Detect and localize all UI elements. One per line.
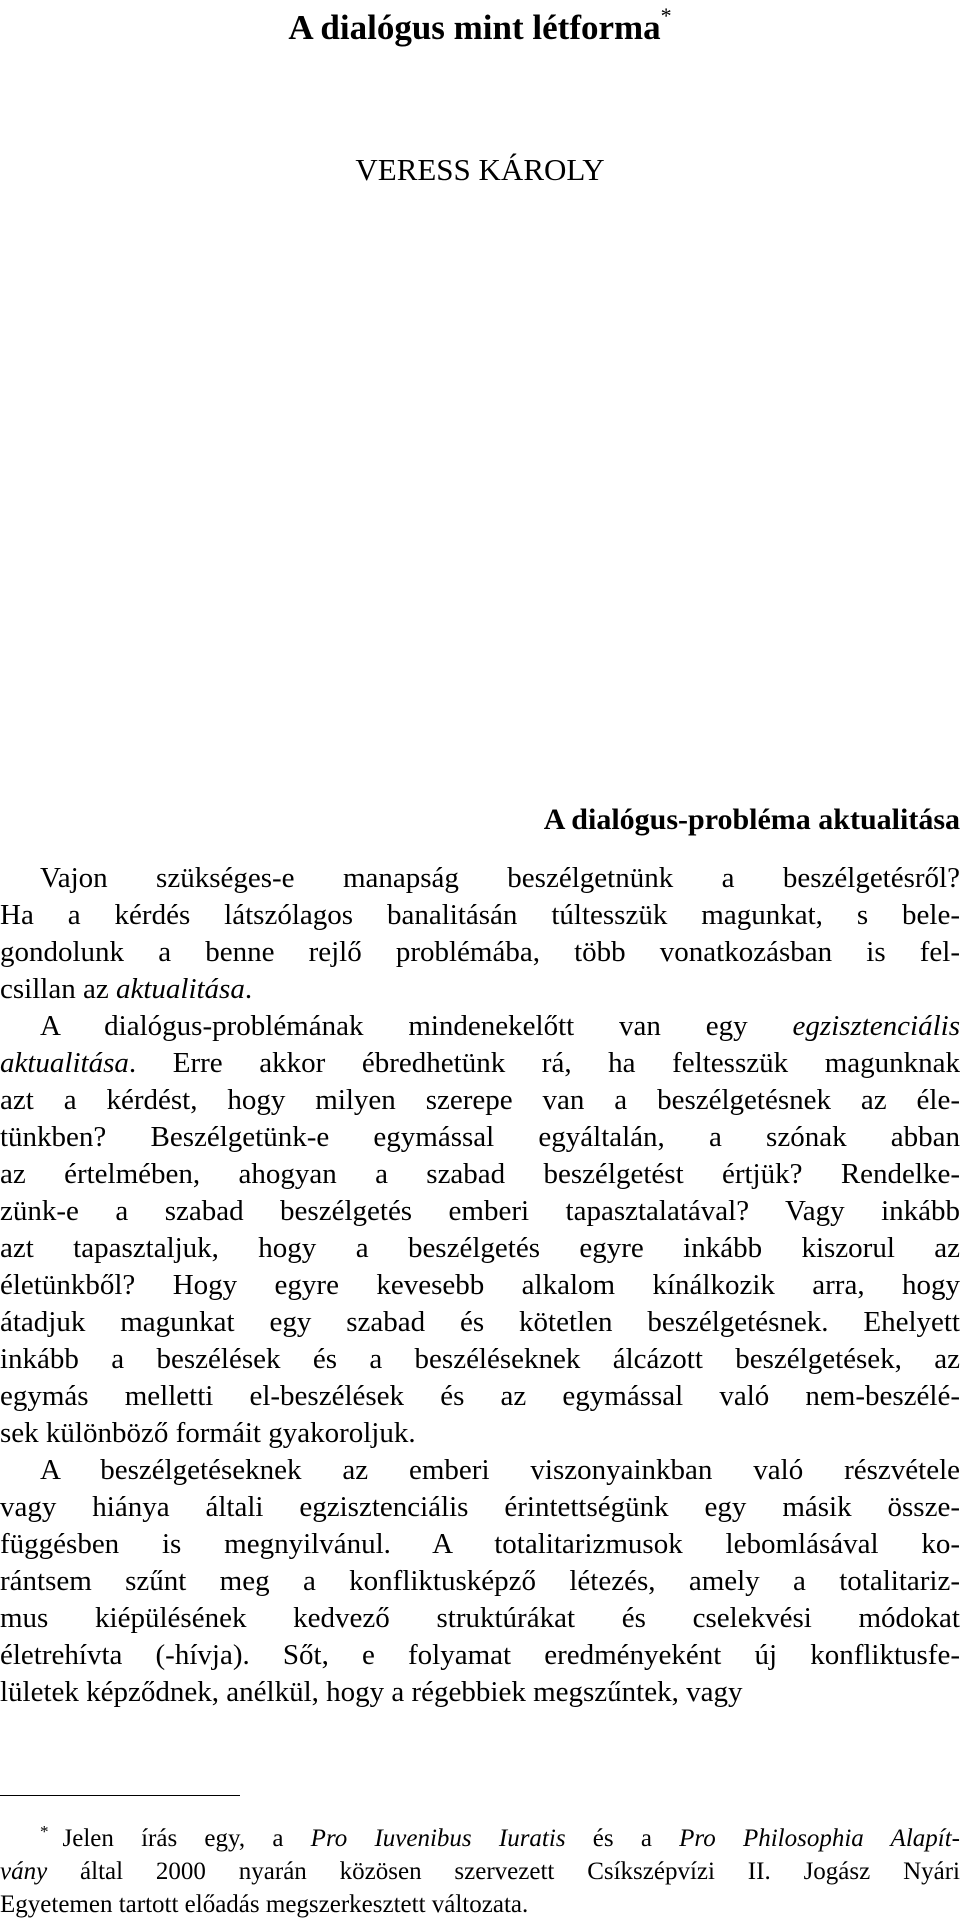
text-line: mus kiépülésének kedvező struktúrákat és cselekvési módokat <box>0 1602 960 1634</box>
text-line: egymás melletti el-beszélések és az egymással való nem-beszélé- <box>0 1380 960 1412</box>
italic-term: vány <box>0 1858 48 1885</box>
text-line: tünkben? Beszélgetünk-e egymással egyáltalán, a szónak abban <box>0 1121 960 1153</box>
footnote-mark: * <box>40 1822 49 1841</box>
italic-term: aktualitása <box>0 1047 129 1079</box>
text-line: életrehívta (-hívja). Sőt, e folyamat eredményeként új konfliktusfe- <box>0 1639 960 1671</box>
text-line: inkább a beszélések és a beszéléseknek álcázott beszélgetések, az <box>0 1343 960 1375</box>
section-heading: A dialógus-probléma aktualitása <box>543 803 960 836</box>
text-line: Ha a kérdés látszólagos banalitásán túltesszük magunkat, s bele- <box>0 899 960 931</box>
text-line: zünk-e a szabad beszélgetés emberi tapasztalatával? Vagy inkább <box>0 1195 960 1227</box>
footnote-line <box>0 1822 960 1855</box>
italic-term: egzisztenciális <box>792 1010 960 1042</box>
text-segment: A dialógus-problémának mindenekelőtt van egy <box>40 1010 793 1042</box>
text-segment: által 2000 nyarán közösen szervezett Csíkszépvízi II. Jogász Nyári <box>47 1858 960 1885</box>
text-line: azt tapasztaljuk, hogy a beszélgetés egyre inkább kiszorul az <box>0 1232 960 1264</box>
footnote-line: Egyetemen tartott előadás megszerkesztett változata. <box>0 1891 529 1918</box>
text-line: függésben is megnyilvánul. A totalitarizmusok lebomlásával ko- <box>0 1528 960 1560</box>
text-line: Vajon szükséges-e manapság beszélgetnünk a beszélgetésről? <box>40 862 960 894</box>
text-segment: . <box>244 973 253 1005</box>
page-title <box>0 0 960 56</box>
body-text <box>0 860 960 1711</box>
text-line: az értelmében, ahogyan a szabad beszélgetést értjük? Rendelke- <box>0 1158 960 1190</box>
text-line <box>0 971 960 1008</box>
footnote-divider <box>0 1795 240 1796</box>
text-line: életünkből? Hogy egyre kevesebb alkalom kínálkozik arra, hogy <box>0 1269 960 1301</box>
text-line: lületek képződnek, anélkül, hogy a régebbiek megszűntek, vagy <box>0 1676 743 1708</box>
text-line: átadjuk magunkat egy szabad és kötetlen beszélgetésnek. Ehelyett <box>0 1306 960 1338</box>
text-line <box>0 1008 960 1045</box>
footnote <box>0 1822 960 1921</box>
text-line: vagy hiánya általi egzisztenciális érintettségünk egy másik össze- <box>0 1491 960 1523</box>
text-segment: és a <box>565 1825 680 1852</box>
text-segment: Jelen írás egy, a <box>62 1825 311 1852</box>
italic-term: aktualitása <box>115 973 245 1005</box>
text-line: gondolunk a benne rejlő problémába, több vonatkozásban is fel- <box>0 936 960 968</box>
author-name: VERESS KÁROLY <box>355 152 605 187</box>
text-line: rántsem szűnt meg a konfliktusképző létezés, amely a totalitariz- <box>0 1565 960 1597</box>
text-line: A beszélgetéseknek az emberi viszonyainkban való részvétele <box>40 1454 960 1486</box>
text-segment: . Erre akkor ébredhetünk rá, ha feltesszük magunknak <box>128 1047 960 1079</box>
title-footnote-mark: * <box>660 3 672 28</box>
text-line <box>0 1045 960 1082</box>
text-segment: csillan az <box>0 973 116 1005</box>
title-text: A dialógus mint létforma <box>288 8 661 47</box>
italic-term: Pro Iuvenibus Iuratis <box>310 1825 566 1852</box>
text-line: sek különböző formáit gyakoroljuk. <box>0 1417 416 1449</box>
text-line: azt a kérdést, hogy milyen szerepe van a beszélgetésnek az éle- <box>0 1084 960 1116</box>
footnote-line <box>0 1855 960 1888</box>
italic-term: Pro Philosophia Alapít- <box>679 1825 960 1852</box>
